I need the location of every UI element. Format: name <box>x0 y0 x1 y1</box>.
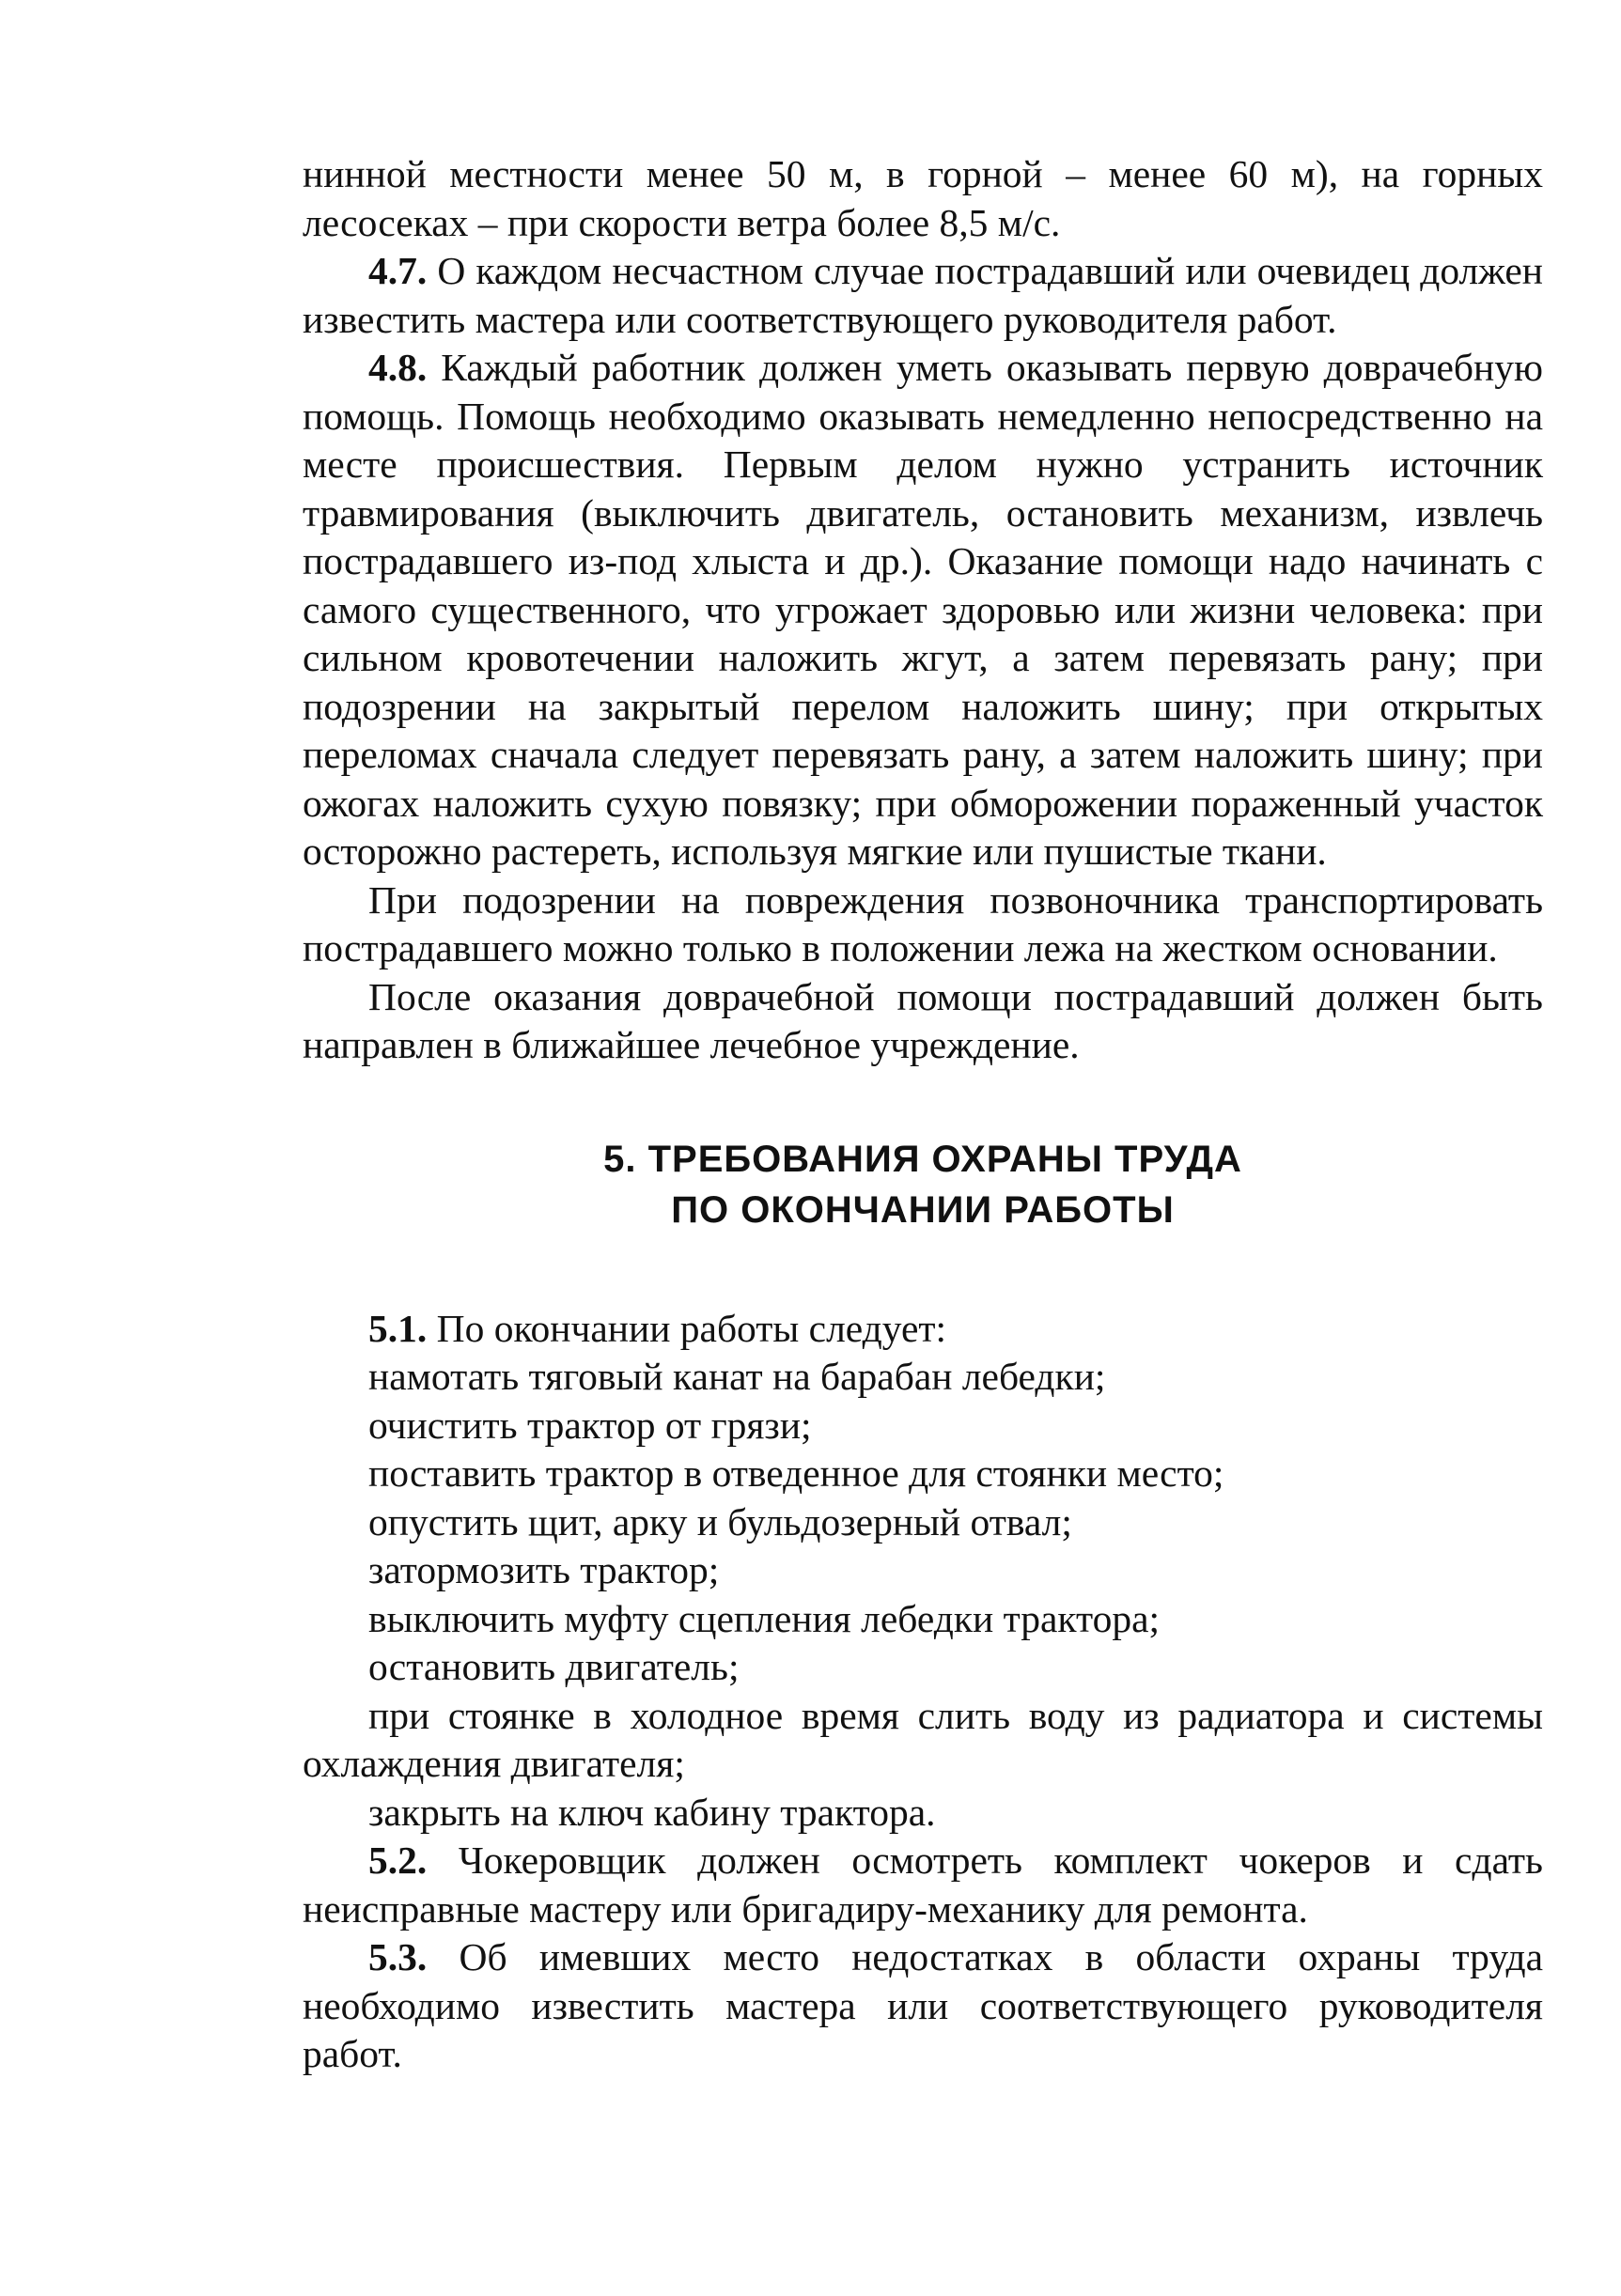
paragraph-continuation: нинной местности менее 50 м, в горной – менее 60 м), на горных лесосеках – при скорости ветра более 8,5 м/с. <box>303 152 1543 244</box>
paragraph-5-1 <box>303 1305 1543 1354</box>
clause-text-4-7: О каждом несчастном случае пострадавший или очевидец должен известить мастера или соответствующего руководителя работ. <box>303 249 1543 341</box>
list-item: выключить муфту сцепления лебедки трактора; <box>368 1596 1161 1640</box>
document-page <box>303 150 1543 2079</box>
section-5-title-line-1: 5. ТРЕБОВАНИЯ ОХРАНЫ ТРУДА <box>603 1138 1242 1180</box>
clause-number-4-8: 4.8. <box>368 346 428 389</box>
clause-text-5-3: Об имевших место недостатках в области охраны труда необходимо известить мастера или соответствующего руководителя работ. <box>303 1935 1543 2075</box>
list-item: очистить трактор от грязи; <box>368 1403 812 1447</box>
paragraph-5-2 <box>303 1837 1543 1933</box>
clause-number-5-1: 5.1. <box>368 1306 428 1350</box>
clause-number-5-3: 5.3. <box>368 1935 428 1978</box>
clause-text-5-1: По окончании работы следует: <box>427 1306 947 1350</box>
list-item: поставить трактор в отведенное для стоянки место; <box>368 1451 1224 1495</box>
clause-text-4-8: Каждый работник должен уметь оказывать первую доврачебную помощь. Помощь необходимо оказывать немедленно непосредственно на месте происшествия. Первым делом нужно устранить источник травмирования (выключить двигатель, остановить механизм, извлечь пострадавшего из-под хлыста и др.). Оказание помощи надо начинать с самого существенного, что угрожает здоровью или жизни человека: при сильном кровотечении наложить жгут, а затем перевязать рану; при подозрении на закрытый перелом наложить шину; при открытых переломах сначала следует перевязать рану, а затем наложить шину; при ожогах наложить сухую повязку; при обморожении пораженный участок осторожно растереть, используя мягкие или пушистые ткани. <box>303 346 1543 873</box>
paragraph-5-3 <box>303 1933 1543 2079</box>
paragraph-after-first-aid: После оказания доврачебной помощи пострадавший должен быть направлен в ближайшее лечебное учреждение. <box>303 974 1543 1066</box>
clause-text-5-2: Чокеровщик должен осмотреть комплект чокеров и сдать неисправные мастеру или бригадиру-механику для ремонта. <box>303 1838 1543 1931</box>
paragraph-4-7 <box>303 247 1543 344</box>
paragraph-4-8 <box>303 344 1543 877</box>
paragraph-spine-injury: При подозрении на повреждения позвоночника транспортировать пострадавшего можно только в положении лежа на жестком основании. <box>303 877 1543 970</box>
list-item: закрыть на ключ кабину трактора. <box>368 1790 936 1834</box>
clause-number-5-2: 5.2. <box>368 1838 428 1882</box>
list-item: остановить двигатель; <box>368 1645 740 1688</box>
section-5-title-line-2: ПО ОКОНЧАНИИ РАБОТЫ <box>671 1188 1175 1231</box>
list-item: затормозить трактор; <box>368 1548 720 1591</box>
list-item: при стоянке в холодное время слить воду из радиатора и системы охлаждения двигателя; <box>303 1693 1543 1785</box>
list-item: намотать тяговый канат на барабан лебедки; <box>368 1355 1106 1398</box>
clause-number-4-7: 4.7. <box>368 249 428 292</box>
section-5-heading <box>303 1134 1543 1235</box>
list-item: опустить щит, арку и бульдозерный отвал; <box>368 1499 1072 1544</box>
